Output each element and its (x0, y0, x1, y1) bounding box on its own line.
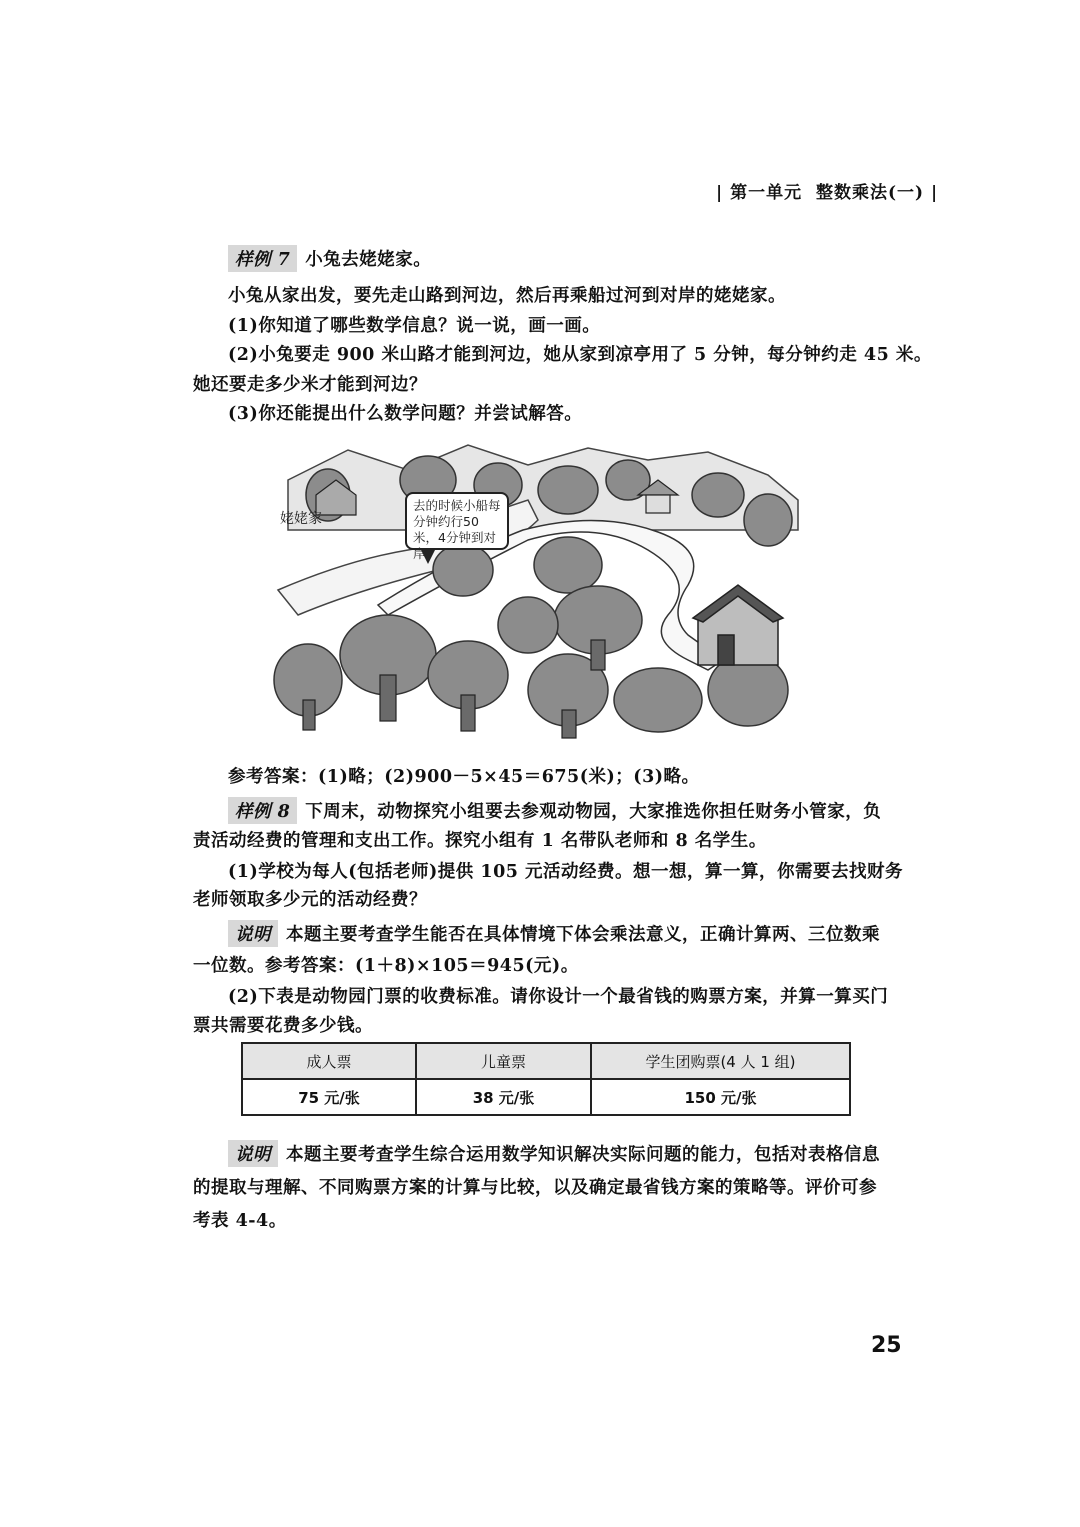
example8-note1 (228, 920, 880, 947)
header-title: 第一单元 整数乘法(一) (730, 183, 925, 203)
note2-line2: 的提取与理解、不同购票方案的计算与比较，以及确定最省钱方案的策略等。评价可参 (193, 1178, 877, 1198)
example8-tag: 样例 8 (228, 797, 297, 824)
note2-line1: 本题主要考查学生综合运用数学知识解决实际问题的能力，包括对表格信息 (286, 1145, 880, 1165)
note2-tag: 说明 (228, 1140, 278, 1167)
example7-tag: 样例 7 (228, 245, 297, 272)
example8-q2-line1: (2)下表是动物园门票的收费标准。请你设计一个最省钱的购票方案，并算一算买门 (228, 987, 889, 1007)
example8-note2 (228, 1140, 880, 1167)
example7-q3: (3)你还能提出什么数学问题？并尝试解答。 (228, 404, 583, 424)
example7-intro: 小兔从家出发，要先走山路到河边，然后再乘船过河到对岸的姥姥家。 (228, 286, 786, 306)
grandma-house-label: 姥姥家 (280, 511, 322, 527)
header-student-group: 学生团购票(4 人 1 组) (591, 1043, 850, 1079)
header-child: 儿童票 (416, 1043, 591, 1079)
price-student-group: 150 元/张 (591, 1079, 850, 1115)
header-bar-right: | (930, 183, 939, 203)
example7-q1: (1)你知道了哪些数学信息？说一说，画一画。 (228, 316, 601, 336)
example8-line2: 责活动经费的管理和支出工作。探究小组有 1 名带队老师和 8 名学生。 (193, 831, 767, 851)
note1-line2: 一位数。参考答案：(1＋8)×105＝945(元)。 (193, 956, 579, 976)
note1-line1: 本题主要考查学生能否在具体情境下体会乘法意义，正确计算两、三位数乘 (286, 925, 880, 945)
example8-q1-line2: 老师领取多少元的活动经费？ (193, 890, 427, 910)
example7-heading (228, 245, 431, 272)
page-number: 25 (871, 1333, 902, 1358)
note2-line3: 考表 4-4。 (193, 1211, 287, 1231)
example7-title: 小兔去姥姥家。 (305, 250, 432, 270)
example8-line1: 下周末，动物探究小组要去参观动物园，大家推选你担任财务小管家，负 (305, 802, 882, 822)
example8-q1-line1: (1)学校为每人(包括老师)提供 105 元活动经费。想一想，算一算，你需要去找财务 (228, 862, 904, 882)
header-bar-left: | (716, 183, 724, 203)
example8-q2-line2: 票共需要花费多少钱。 (193, 1016, 373, 1036)
rabbit-house (693, 585, 783, 665)
running-header (716, 178, 938, 203)
ticket-price-table (241, 1042, 851, 1116)
speech-bubble-tail (420, 548, 436, 564)
example7-q2-line1: (2)小兔要走 900 米山路才能到河边，她从家到凉亭用了 5 分钟，每分钟约走 45 米。 (228, 345, 932, 365)
example8-heading (228, 797, 881, 824)
price-adult: 75 元/张 (242, 1079, 416, 1115)
table-header-row (242, 1043, 850, 1079)
note1-tag: 说明 (228, 920, 278, 947)
table-row (242, 1079, 850, 1115)
forest-map-illustration (268, 440, 808, 740)
example7-q2-line2: 她还要走多少米才能到河边？ (193, 375, 427, 395)
example7-answer: 参考答案：(1)略；(2)900－5×45＝675(米)；(3)略。 (228, 767, 700, 787)
header-adult: 成人票 (242, 1043, 416, 1079)
speech-bubble: 去的时候小船每分钟约行50米，4分钟到对岸。 (405, 492, 509, 550)
price-child: 38 元/张 (416, 1079, 591, 1115)
